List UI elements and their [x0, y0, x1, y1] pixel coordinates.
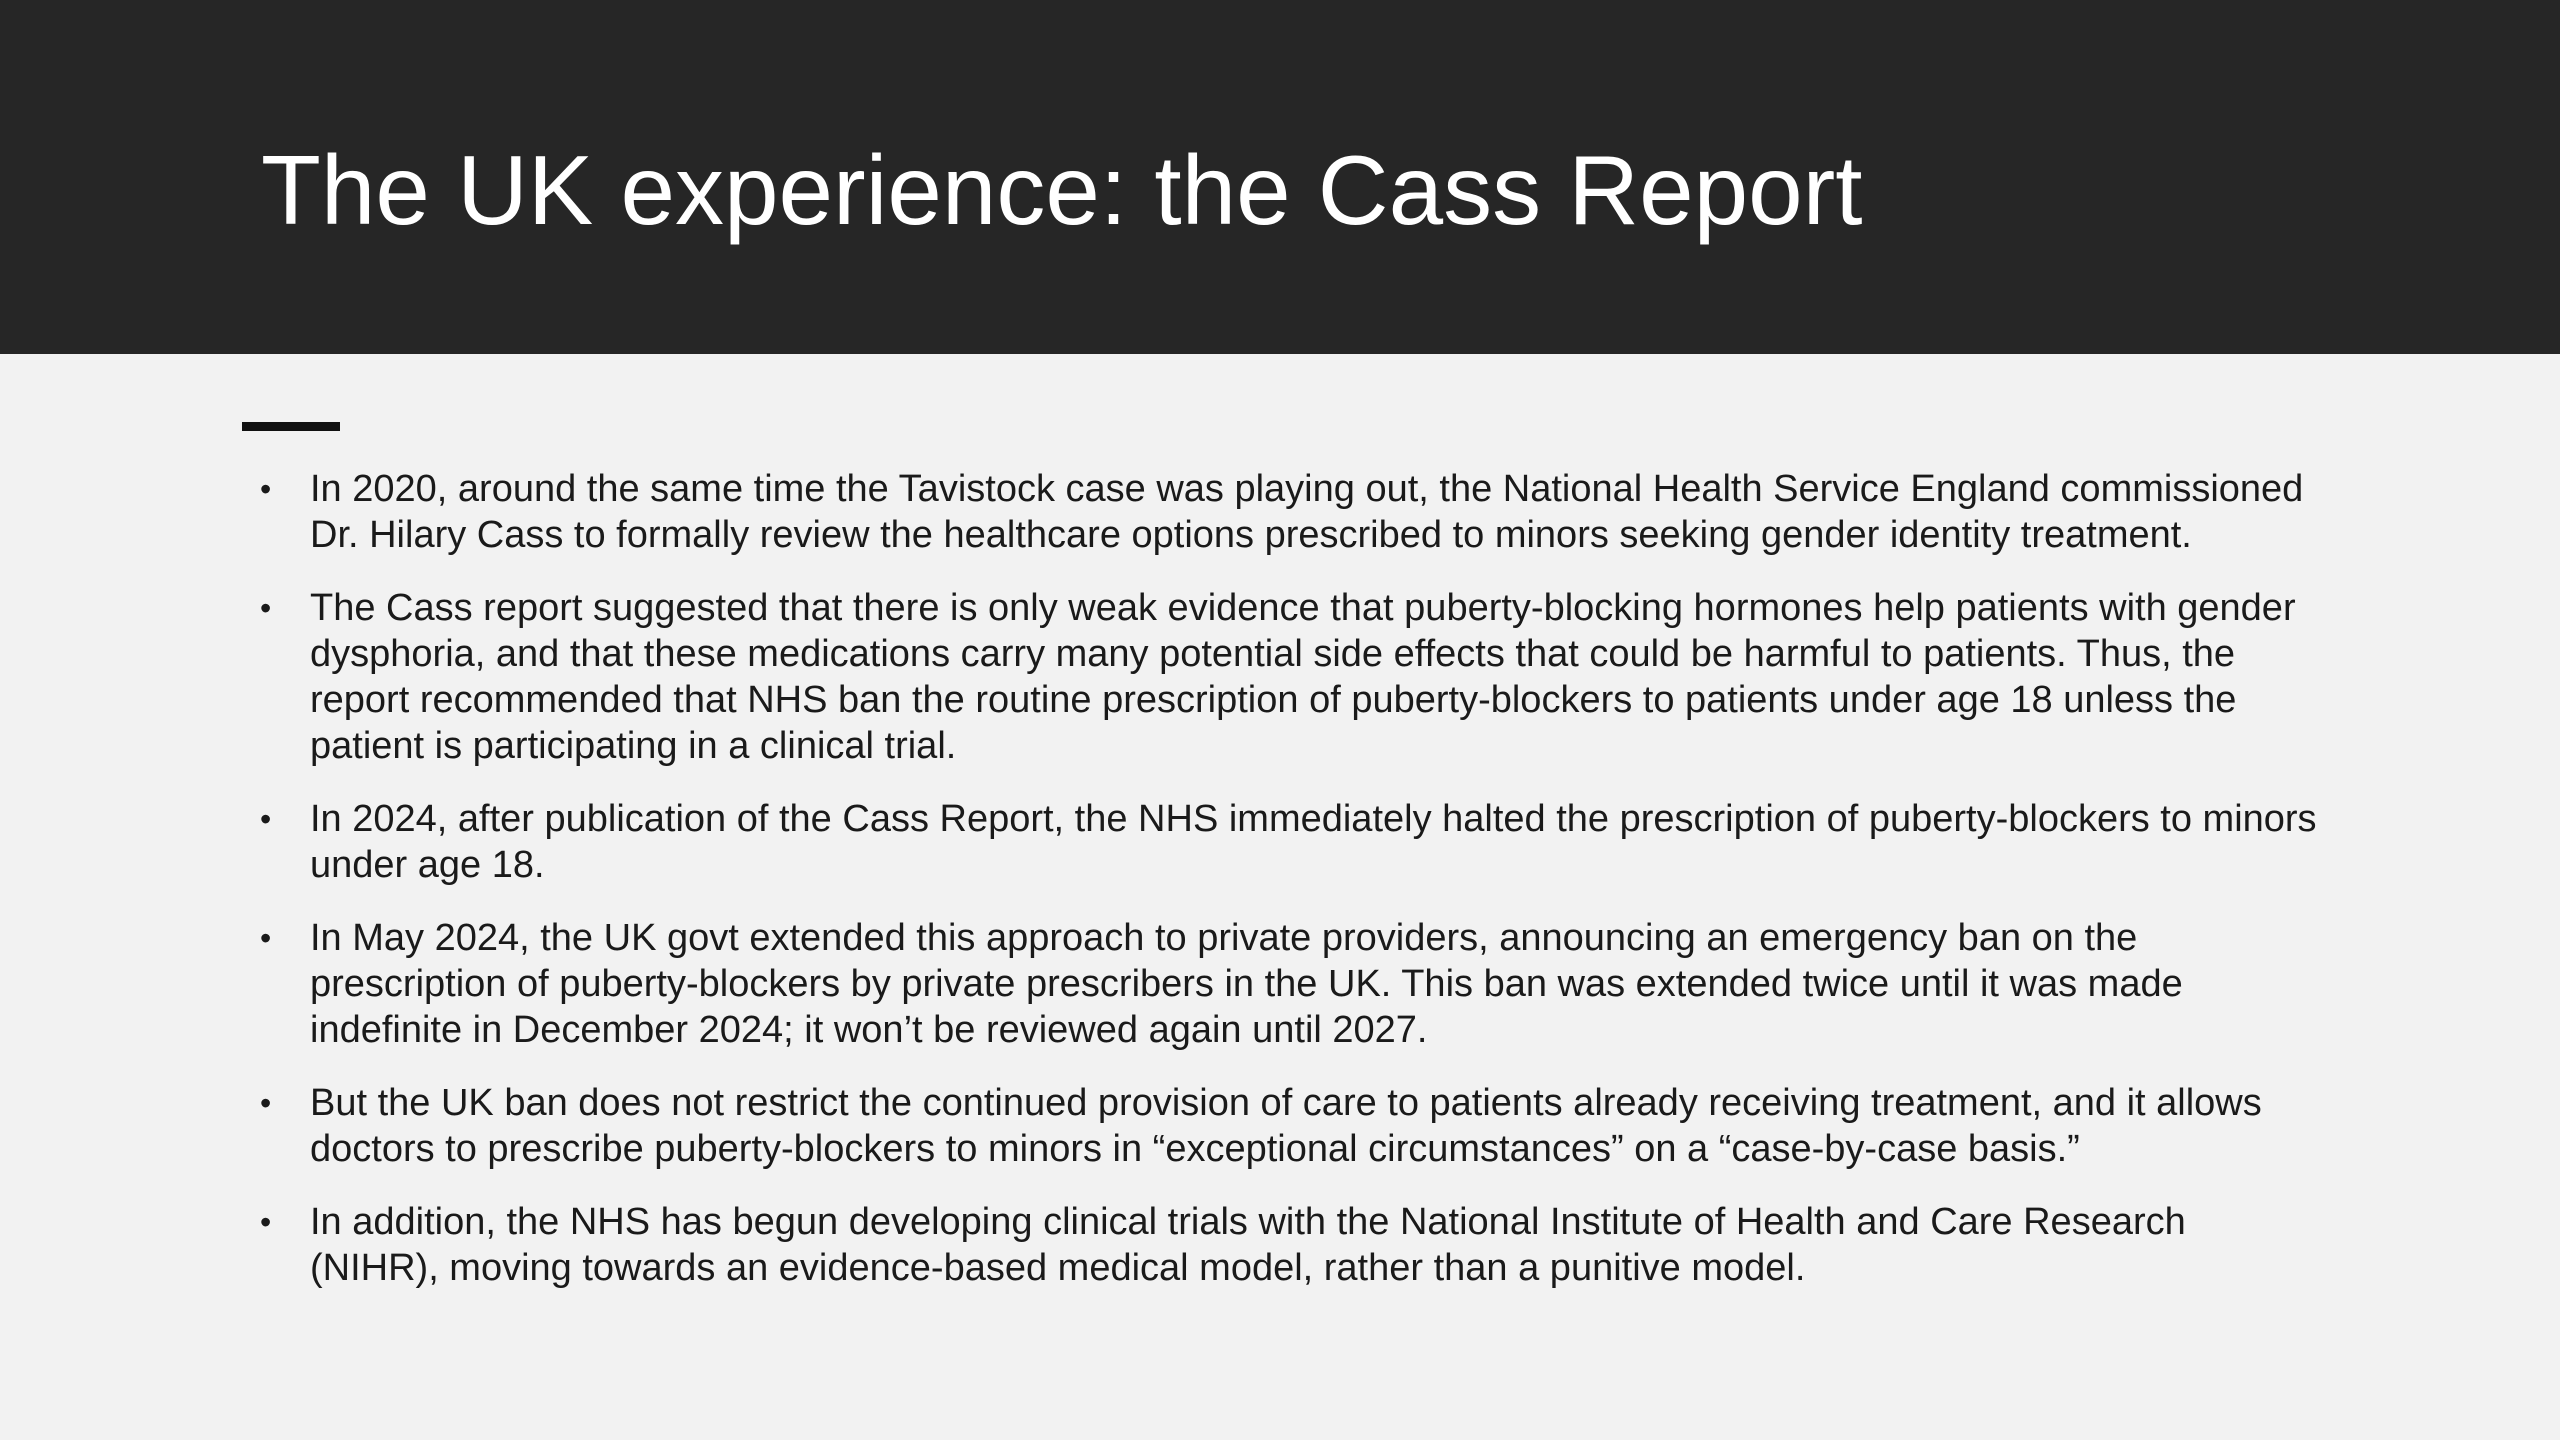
- bullet-item: [260, 1199, 2320, 1291]
- bullet-text: In May 2024, the UK govt extended this approach to private providers, announcing an emergency ban on the prescription of puberty-blockers by private prescribers in the UK. This ban was extended twice until it was made indefinite in December 2024; it won’t be reviewed again until 2027.: [310, 917, 2183, 1051]
- bullet-marker: •: [260, 801, 272, 837]
- bullet-text: In 2020, around the same time the Tavistock case was playing out, the National Health Service England commissioned Dr. Hilary Cass to formally review the healthcare options prescribed to minors seeking gender identity treatment.: [310, 468, 2304, 556]
- bullet-list: [260, 466, 2320, 1291]
- bullet-marker: •: [260, 1204, 272, 1240]
- bullet-marker: •: [260, 920, 272, 956]
- bullet-text: The Cass report suggested that there is only weak evidence that puberty-blocking hormones help patients with gender dysphoria, and that these medications carry many potential side effects that could be harmful to patients. Thus, the report recommended that NHS ban the routine prescription of puberty-blockers to patients under age 18 unless the patient is participating in a clinical trial.: [310, 587, 2296, 767]
- bullet-marker: •: [260, 471, 272, 507]
- accent-bar: [242, 422, 340, 431]
- slide-title: The UK experience: the Cass Report: [261, 135, 1863, 245]
- bullet-text: But the UK ban does not restrict the continued provision of care to patients already receiving treatment, and it allows doctors to prescribe puberty-blockers to minors in “exceptional circumstances” on a “case-by-case basis.”: [310, 1082, 2262, 1170]
- title-band: [0, 0, 2560, 354]
- bullet-marker: •: [260, 590, 272, 626]
- bullet-item: [260, 796, 2320, 888]
- bullet-item: [260, 466, 2320, 558]
- bullet-marker: •: [260, 1085, 272, 1121]
- bullet-text: In 2024, after publication of the Cass Report, the NHS immediately halted the prescription of puberty-blockers to minors under age 18.: [310, 798, 2317, 886]
- bullet-item: [260, 915, 2320, 1053]
- bullet-text: In addition, the NHS has begun developing clinical trials with the National Institute of Health and Care Research (NIHR), moving towards an evidence-based medical model, rather than a punitive model.: [310, 1201, 2186, 1289]
- bullet-item: [260, 1080, 2320, 1172]
- bullet-item: [260, 585, 2320, 769]
